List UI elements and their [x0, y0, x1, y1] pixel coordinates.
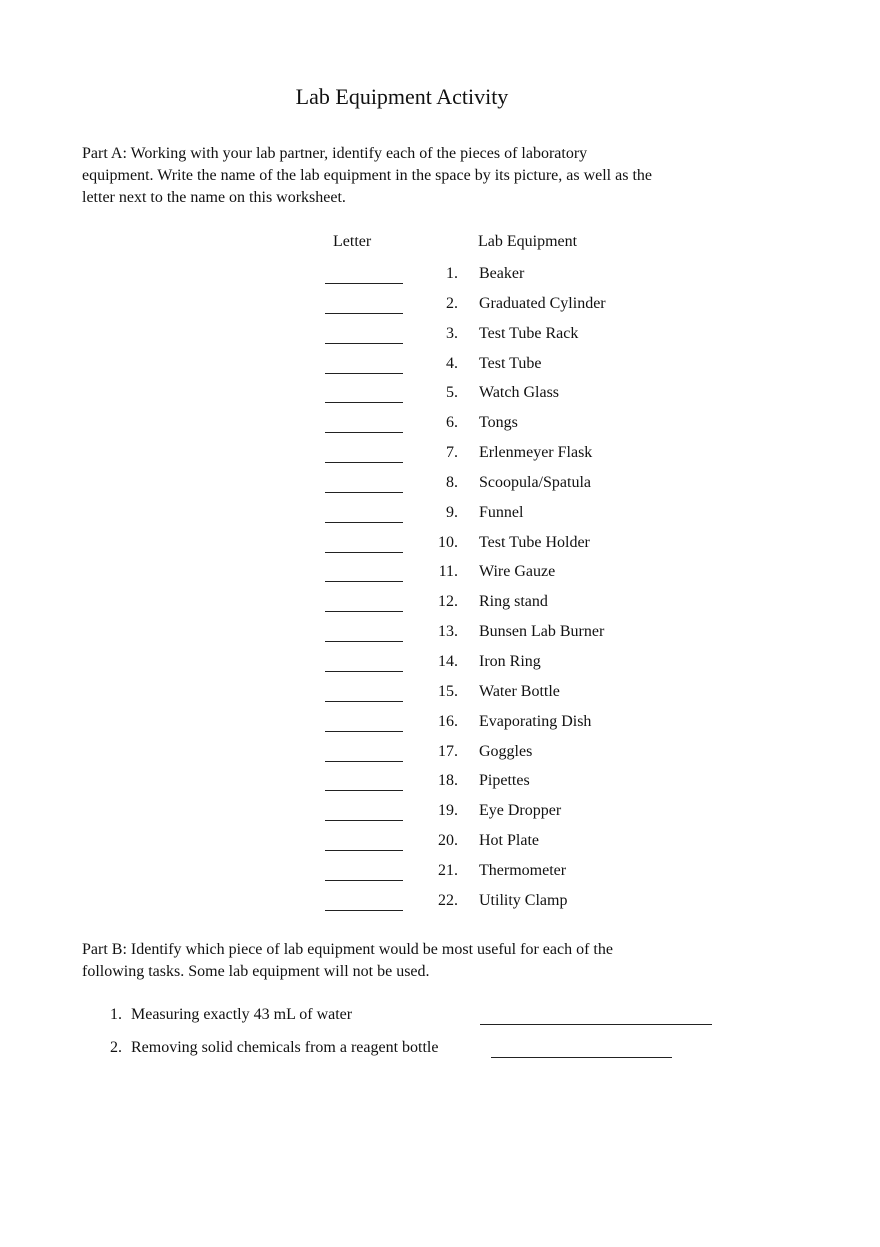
letter-column-header: Letter: [333, 233, 372, 250]
equipment-name: Watch Glass: [479, 384, 560, 402]
equipment-name: Test Tube Rack: [479, 324, 579, 342]
task-text: Removing solid chemicals from a reagent bottle: [131, 1039, 439, 1056]
task-answer-blank[interactable]: [480, 1023, 712, 1025]
equipment-number: 11.: [438, 563, 458, 581]
letter-answer-blank[interactable]: [325, 503, 403, 523]
equipment-name: Test Tube: [479, 354, 542, 372]
equipment-name: Ring stand: [479, 593, 548, 611]
equipment-column-header: Lab Equipment: [478, 233, 578, 250]
letter-answer-blank[interactable]: [325, 652, 403, 672]
equipment-name: Goggles: [479, 742, 533, 760]
letter-answer-blank[interactable]: [325, 831, 403, 851]
part-b-instructions: Part B: Identify which piece of lab equipment would be most useful for each of the following tasks. Some lab equipment will not be used.: [82, 941, 613, 980]
equipment-number: 15.: [438, 682, 458, 700]
equipment-name: Scoopula/Spatula: [479, 473, 591, 491]
equipment-row: [0, 742, 880, 772]
letter-answer-blank[interactable]: [325, 533, 403, 553]
letter-answer-blank[interactable]: [325, 413, 403, 433]
letter-answer-blank[interactable]: [325, 771, 403, 791]
letter-answer-blank[interactable]: [325, 354, 403, 374]
equipment-number: 4.: [446, 354, 458, 372]
equipment-name: Wire Gauze: [479, 563, 556, 581]
equipment-number: 14.: [438, 652, 458, 670]
equipment-row: [0, 891, 880, 921]
equipment-name: Pipettes: [479, 772, 530, 790]
equipment-number: 19.: [438, 802, 458, 820]
equipment-row: [0, 413, 880, 443]
task-number: 1.: [110, 1006, 122, 1023]
equipment-number: 2.: [446, 294, 458, 312]
page-title: Lab Equipment Activity: [295, 84, 509, 109]
letter-answer-blank[interactable]: [325, 473, 403, 493]
equipment-number: 18.: [438, 772, 458, 790]
equipment-row: [0, 831, 880, 861]
equipment-name: Test Tube Holder: [479, 533, 590, 551]
equipment-row: [0, 294, 880, 324]
equipment-row: [0, 562, 880, 592]
letter-answer-blank[interactable]: [325, 562, 403, 582]
equipment-name: Tongs: [479, 414, 518, 432]
letter-answer-blank[interactable]: [325, 712, 403, 732]
equipment-number: 8.: [446, 473, 458, 491]
part-a-instructions: Part A: Working with your lab partner, identify each of the pieces of laboratory equipment. Write the name of the lab equipment in the space by its picture, as well as the letter next to the name on this worksheet.: [82, 145, 652, 206]
letter-answer-blank[interactable]: [325, 294, 403, 314]
equipment-row: [0, 771, 880, 801]
equipment-row: [0, 533, 880, 563]
equipment-number: 13.: [438, 623, 458, 641]
equipment-row: [0, 473, 880, 503]
equipment-row: [0, 354, 880, 384]
letter-answer-blank[interactable]: [325, 801, 403, 821]
equipment-number: 9.: [446, 503, 458, 521]
equipment-number: 3.: [446, 324, 458, 342]
letter-answer-blank[interactable]: [325, 622, 403, 642]
equipment-name: Thermometer: [479, 861, 567, 879]
equipment-name: Bunsen Lab Burner: [479, 623, 605, 641]
equipment-name: Iron Ring: [479, 652, 541, 670]
equipment-name: Eye Dropper: [479, 802, 562, 820]
equipment-number: 10.: [438, 533, 458, 551]
letter-answer-blank[interactable]: [325, 682, 403, 702]
equipment-number: 21.: [438, 861, 458, 879]
equipment-row: [0, 861, 880, 891]
equipment-name: Beaker: [479, 265, 525, 282]
equipment-number: 1.: [446, 265, 458, 282]
equipment-row: [0, 652, 880, 682]
letter-answer-blank[interactable]: [325, 891, 403, 911]
equipment-row: [0, 264, 880, 294]
equipment-name: Hot Plate: [479, 832, 539, 850]
equipment-name: Evaporating Dish: [479, 712, 592, 730]
task-number: 2.: [110, 1039, 122, 1056]
equipment-name: Graduated Cylinder: [479, 294, 606, 312]
equipment-name: Utility Clamp: [479, 891, 568, 909]
equipment-number: 7.: [446, 444, 458, 462]
equipment-row: [0, 383, 880, 413]
equipment-number: 6.: [446, 414, 458, 432]
equipment-number: 16.: [438, 712, 458, 730]
letter-answer-blank[interactable]: [325, 264, 403, 284]
equipment-number: 17.: [438, 742, 458, 760]
equipment-row: [0, 682, 880, 712]
equipment-number: 20.: [438, 832, 458, 850]
letter-answer-blank[interactable]: [325, 861, 403, 881]
letter-answer-blank[interactable]: [325, 592, 403, 612]
equipment-name: Erlenmeyer Flask: [479, 444, 593, 462]
equipment-name: Funnel: [479, 503, 524, 521]
equipment-name: Water Bottle: [479, 682, 560, 700]
task-answer-blank[interactable]: [491, 1056, 672, 1058]
equipment-row: [0, 503, 880, 533]
equipment-number: 22.: [438, 891, 458, 909]
letter-answer-blank[interactable]: [325, 383, 403, 403]
equipment-row: [0, 592, 880, 622]
equipment-list: [0, 264, 880, 921]
equipment-number: 12.: [438, 593, 458, 611]
equipment-row: [0, 622, 880, 652]
equipment-number: 5.: [446, 384, 458, 402]
equipment-row: [0, 324, 880, 354]
letter-answer-blank[interactable]: [325, 742, 403, 762]
letter-answer-blank[interactable]: [325, 324, 403, 344]
equipment-row: [0, 712, 880, 742]
equipment-row: [0, 801, 880, 831]
equipment-row: [0, 443, 880, 473]
task-text: Measuring exactly 43 mL of water: [131, 1006, 353, 1023]
letter-answer-blank[interactable]: [325, 443, 403, 463]
